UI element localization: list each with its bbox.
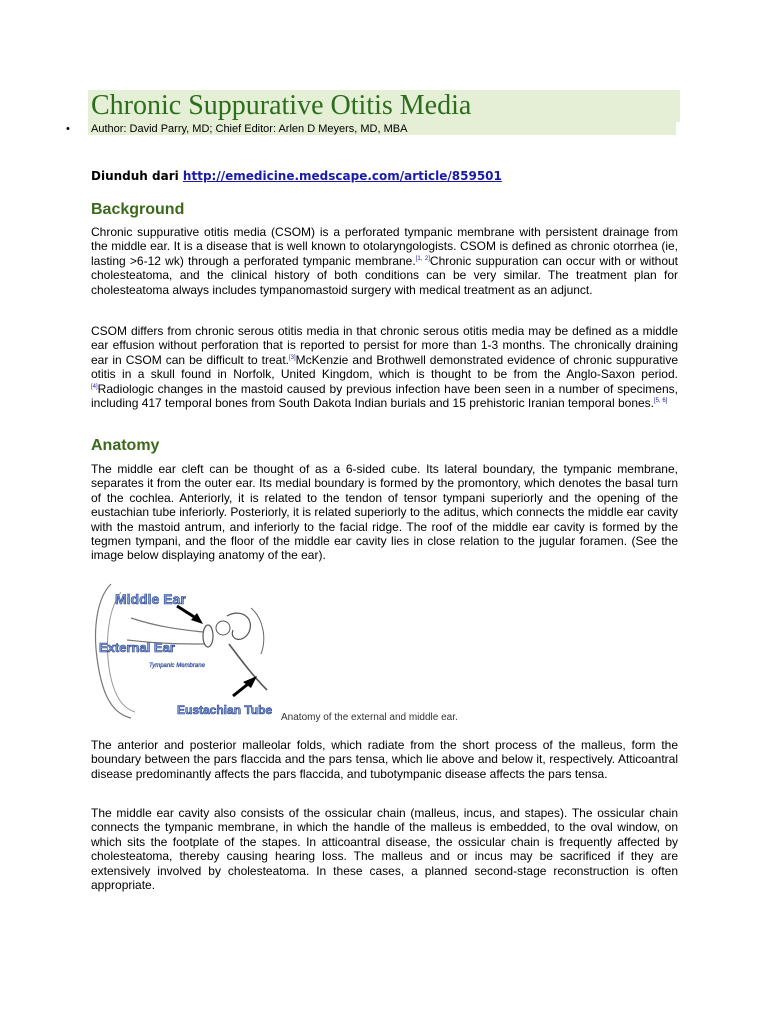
label-external-ear: External Ear xyxy=(99,640,175,655)
author-bullet: • xyxy=(66,123,70,135)
citation-link[interactable]: [3] xyxy=(289,354,296,361)
heading-background: Background xyxy=(91,201,185,218)
author-line: Author: David Parry, MD; Chief Editor: Arlen D Meyers, MD, MBA xyxy=(91,123,408,135)
source-link[interactable]: http://emedicine.medscape.com/article/859501 xyxy=(182,169,502,183)
citation-link[interactable]: [4] xyxy=(91,383,98,390)
label-tympanic-membrane: Tympanic Membrane xyxy=(149,663,205,669)
bg-p2-text-a: CSOM differs from chronic serous otitis media in that chronic serous otitis media may be defined as a middle ear effusion without perforation that is reported to persist for more than 1-3 months. The chronically draining ear in CSOM can be difficult to treat. xyxy=(91,324,678,367)
anatomy-paragraph-2: The anterior and posterior malleolar folds, which radiate from the short process of the malleus, form the boundary between the pars flaccida and the pars tensa, which lie above and below it, respectively. Atticoantral disease predominantly affects the pars flaccida, and tubotympanic disease affects the pars tensa. xyxy=(91,738,678,781)
figure-caption: Anatomy of the external and middle ear. xyxy=(281,712,458,723)
label-middle-ear: Middle Ear xyxy=(115,591,186,607)
bg-p2-text-c: Radiologic changes in the mastoid caused by previous infection have been seen in a number of specimens, including 417 temporal bones from South Dakota Indian burials and 15 prehistoric Iranian temporal bones. xyxy=(91,381,678,411)
ear-anatomy-figure xyxy=(91,578,277,720)
bg-p2-text-b: McKenzie and Brothwell demonstrated evidence of chronic suppurative otitis in a skull found in Norfolk, United Kingdom, which is thought to be from the Anglo-Saxon period. xyxy=(91,352,679,382)
citation-link[interactable]: [1, 2] xyxy=(415,255,430,262)
citation-link[interactable]: [5, 6] xyxy=(654,398,668,405)
bg-p1-text-b: Chronic suppuration can occur with or without cholesteatoma, and the clinical history of both conditions can be very similar. The treatment plan for cholesteatoma always includes tympanomastoid surgery with medical treatment as an adjunct. xyxy=(91,253,679,297)
source-prefix: Diunduh dari xyxy=(91,169,183,183)
bg-p1-text-a: Chronic suppurative otitis media (CSOM) is a perforated tympanic membrane with persistent drainage from the middle ear. It is a disease that is well known to otolaryngologists. CSOM is defined as chronic otorrhea (ie, lasting >6-12 wk) through a perforated tympanic membrane. xyxy=(91,225,678,268)
page-title: Chronic Suppurative Otitis Media xyxy=(91,90,472,121)
anatomy-paragraph-3: The middle ear cavity also consists of the ossicular chain (malleus, incus, and stapes). The ossicular chain connects the tympanic membrane, in which the handle of the malleus is embedded, to the oval window, on which sits the footplate of the stapes. In atticoantral disease, the ossicular chain is frequently affected by cholesteatoma, thereby causing hearing loss. The malleus and or incus may be sacrificed if they are extensively involved by cholesteatoma. In these cases, a planned second-stage reconstruction is often appropriate. xyxy=(91,806,678,893)
source-line xyxy=(91,168,502,184)
anatomy-paragraph-1: The middle ear cleft can be thought of as a 6-sided cube. Its lateral boundary, the tympanic membrane, separates it from the outer ear. Its medial boundary is formed by the promontory, which denotes the basal turn of the cochlea. Anteriorly, it is related to the tendon of tensor tympani superiorly and the opening of the eustachian tube inferiorly. Posteriorly, it is related superiorly to the aditus, which connects the middle ear cavity with the mastoid antrum, and inferiorly to the facial ridge. The roof of the middle ear cavity is formed by the tegmen tympani, and the floor of the middle ear cavity lies in close relation to the jugular foramen. (See the image below displaying anatomy of the ear). xyxy=(91,462,678,563)
background-paragraph-2 xyxy=(91,324,678,410)
background-paragraph-1 xyxy=(91,225,678,297)
heading-anatomy: Anatomy xyxy=(91,437,160,454)
label-eustachian-tube: Eustachian Tube xyxy=(177,703,273,717)
